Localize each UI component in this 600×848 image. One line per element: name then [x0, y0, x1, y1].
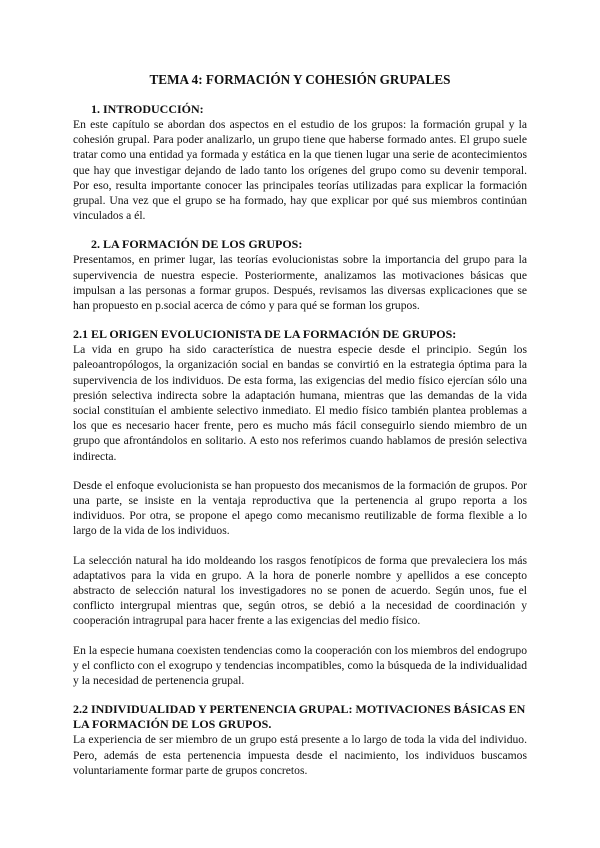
section-heading: 2. LA FORMACIÓN DE LOS GRUPOS:: [91, 237, 303, 252]
section-individualidad-pertenencia: [73, 702, 527, 778]
section-formacion-grupos: [73, 237, 527, 313]
document-title: TEMA 4: FORMACIÓN Y COHESIÓN GRUPALES: [149, 72, 451, 87]
paragraph: En la especie humana coexisten tendencias como la cooperación con los miembros del endogrupo y el conflicto con el exogrupo y tendencias incompatibles, como la búsqueda de la individualidad y la necesidad de pertenencia grupal.: [73, 643, 527, 688]
paragraph: Presentamos, en primer lugar, las teorías evolucionistas sobre la importancia del grupo para la supervivencia de nuestra especie. Posteriormente, analizamos las motivaciones básicas que impulsan a las personas a formar grupos. Después, revisamos las diversas explicaciones que se han propuesto en p.social acerca de cómo y para qué se forman los grupos.: [73, 253, 527, 313]
section-heading: 1. INTRODUCCIÓN:: [91, 102, 204, 116]
section-origen-evolucionista: [73, 327, 527, 688]
subsection-heading: 2.1 EL ORIGEN EVOLUCIONISTA DE LA FORMACIÓN DE GRUPOS:: [73, 327, 457, 342]
document-page: [73, 72, 527, 778]
section-introduccion: [73, 102, 527, 223]
paragraph: La vida en grupo ha sido característica de nuestra especie desde el principio. Según los paleoantropólogos, la organización social en bandas se convirtió en la estrategia óptima para la supervivencia de los individuos. De esta forma, las exigencias del medio físico ejercían sólo una presión selectiva indirecta sobre la adaptación humana, mientras que las demandas de la vida social constituían el ambiente selectivo inmediato. El medio físico también plantea problemas a los que es necesario hacer frente, pero es mucho más fácil conseguirlo siendo miembro de un grupo que afrontándolos en solitario. A esto nos referimos cuando hablamos de presión selectiva indirecta.: [73, 343, 527, 463]
paragraph: Desde el enfoque evolucionista se han propuesto dos mecanismos de la formación de grupos. Por una parte, se insiste en la ventaja reproductiva que la pertenencia al grupo reporta a los individuos. Por otra, se propone el apego como mecanismo reutilizable de forma flexible a lo largo de la vida de los individuos.: [73, 478, 527, 538]
paragraph: La experiencia de ser miembro de un grupo está presente a lo largo de toda la vida del individuo. Pero, además de esta pertenencia impuesta desde el nacimiento, los individuos buscamos voluntariamente formar parte de grupos concretos.: [73, 733, 527, 777]
paragraph: En este capítulo se abordan dos aspectos en el estudio de los grupos: la formación grupal y la cohesión grupal. Para poder analizarlo, un grupo tiene que haberse formado antes. El grupo suele tratar como una entidad ya formada y estática en la que tienen lugar una serie de acontecimientos que hay que investigar dejando de lado tanto los orígenes del grupo como su devenir temporal. Por eso, resulta importante conocer las principales teorías utilizadas para explicar la formación grupal. Una vez que el grupo se ha formado, hay que explicar por qué sus miembros continúan vinculados a él.: [73, 118, 527, 223]
subsection-heading: 2.2 INDIVIDUALIDAD Y PERTENENCIA GRUPAL: MOTIVACIONES BÁSICAS EN LA FORMACIÓN DE LOS GRUPOS.: [73, 702, 526, 732]
paragraph: La selección natural ha ido moldeando los rasgos fenotípicos de forma que prevaleciera los más adaptativos para la vida en grupo. A la hora de ponerle nombre y apellidos a ese concepto abstracto de selección natural los investigadores no se ponen de acuerdo. Según unos, fue el conflicto intergrupal mientras que, según otros, se debió a la necesidad de coordinación y cooperación intragrupal para hacer frente a las exigencias del medio físico.: [73, 553, 527, 628]
